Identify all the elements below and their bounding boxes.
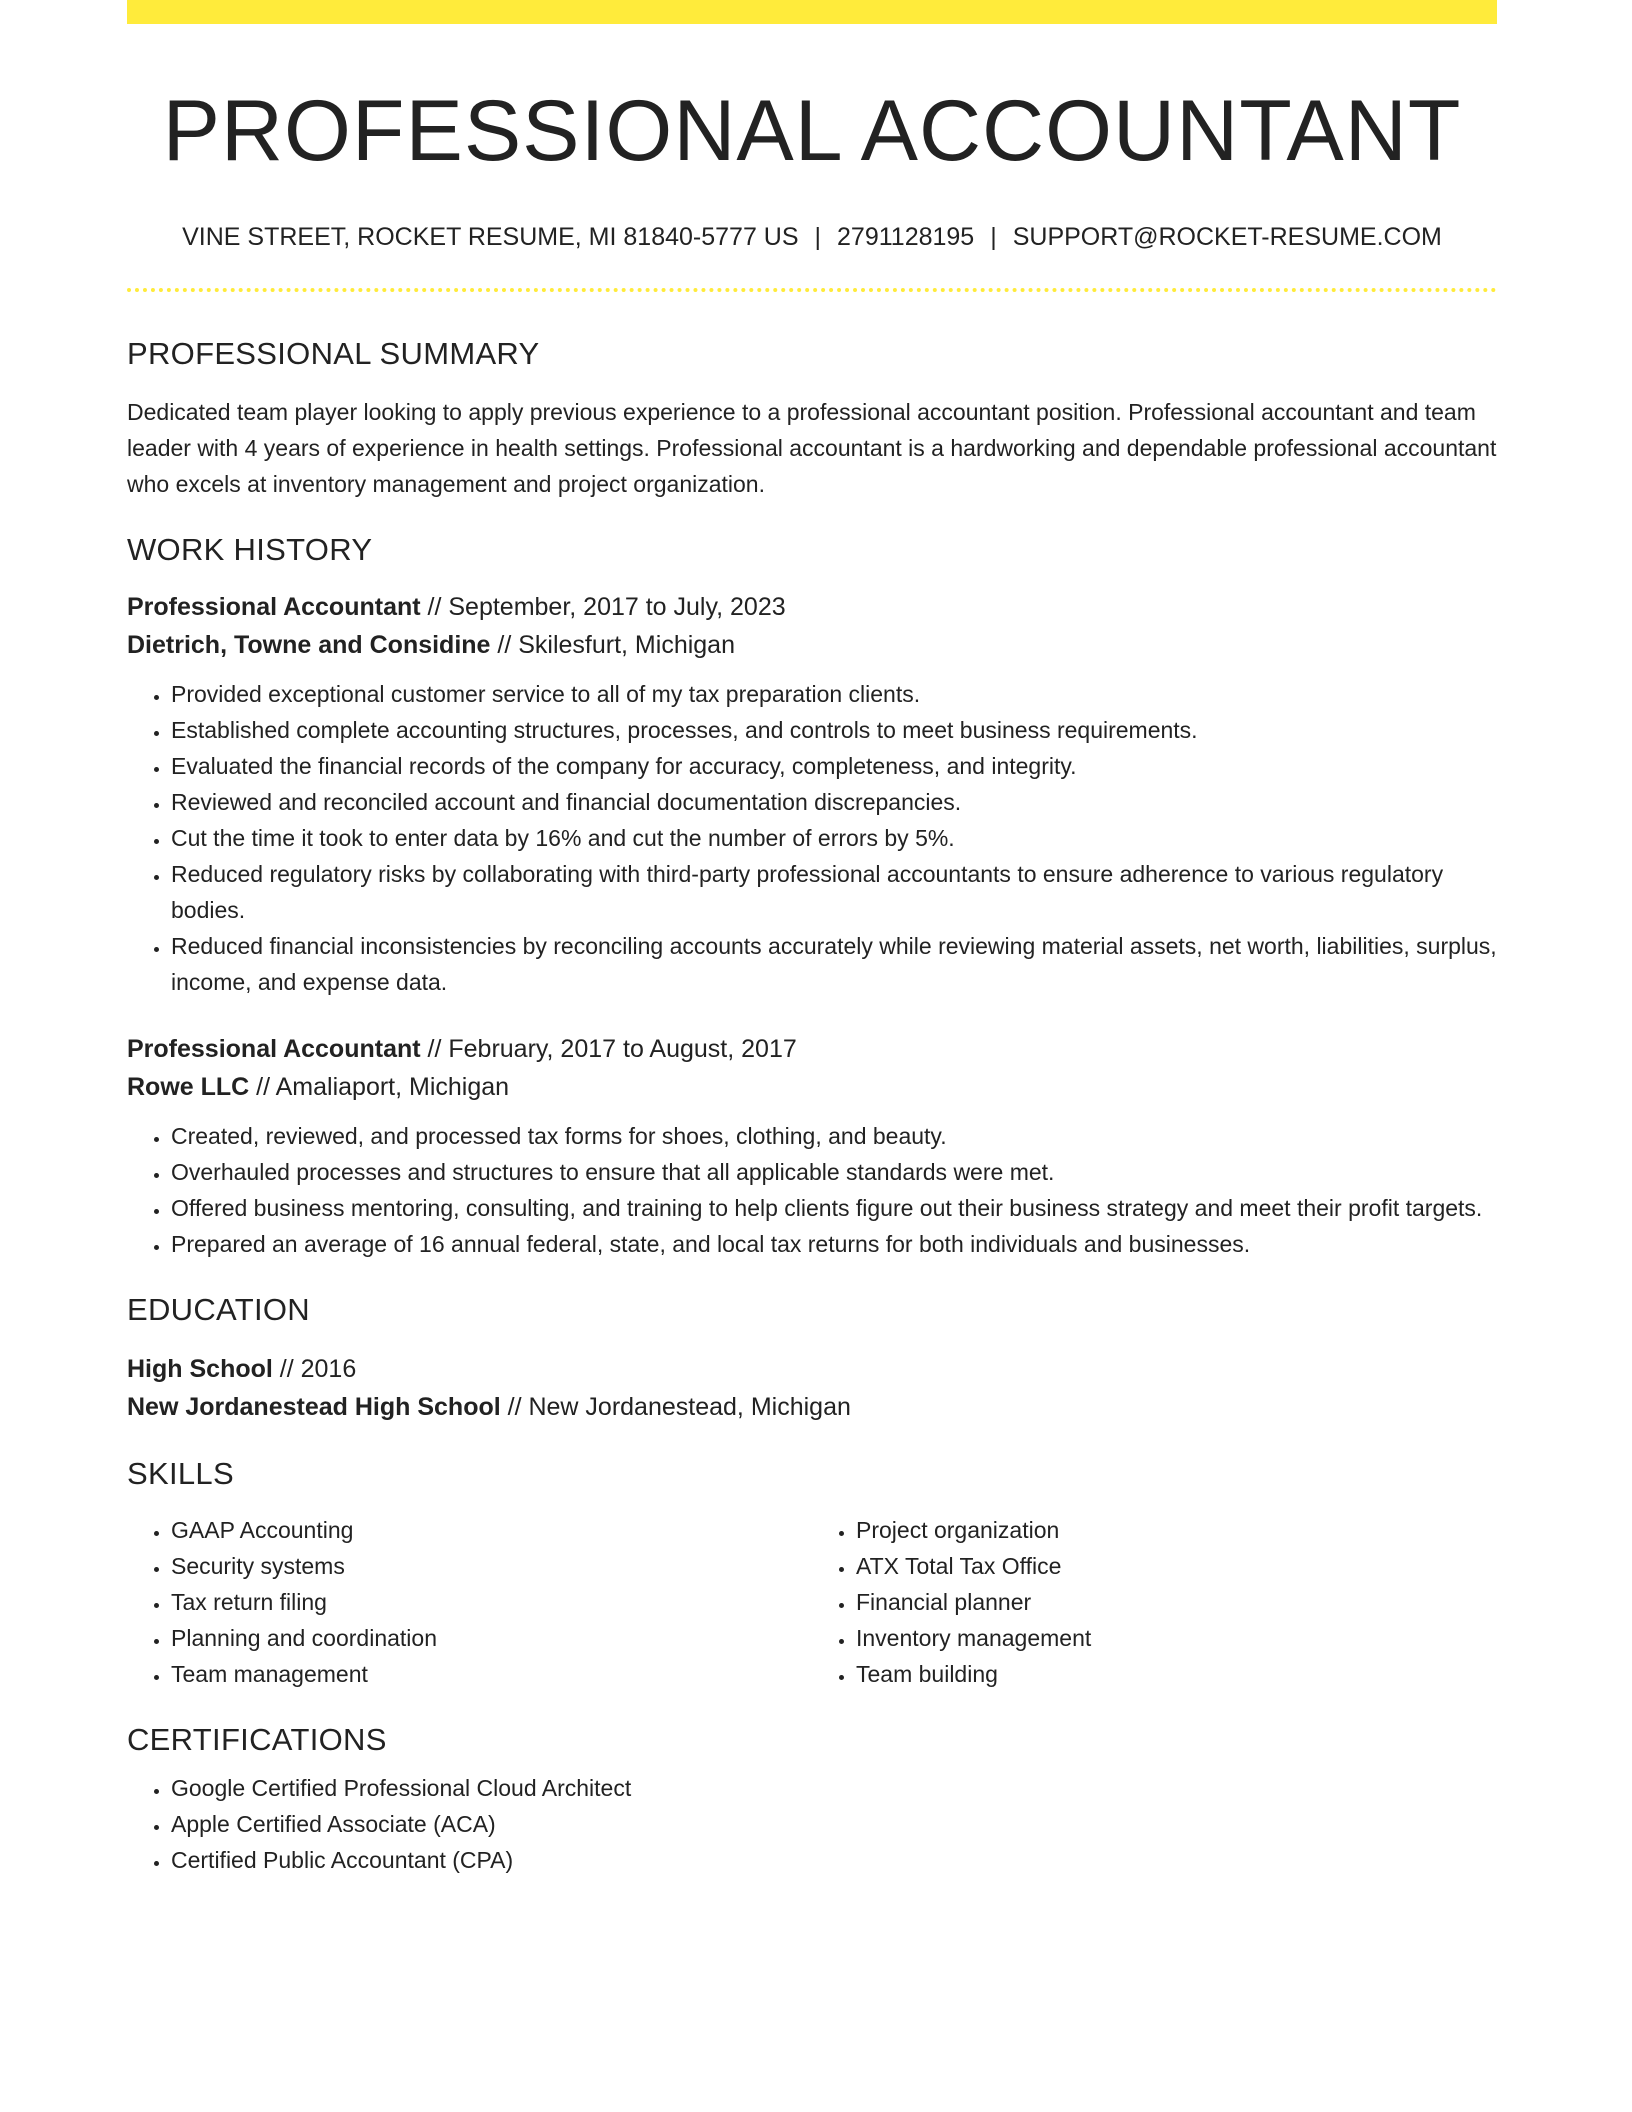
accent-top-bar	[127, 0, 1497, 24]
education-entry	[127, 1350, 1497, 1426]
skills-section-title: SKILLS	[127, 1455, 234, 1491]
job-company: Rowe LLC	[127, 1072, 250, 1101]
certifications-list	[127, 1770, 1497, 1878]
skill-item: • Financial planner	[856, 1584, 1497, 1620]
education-section-title: EDUCATION	[127, 1291, 310, 1327]
skills-right-list	[812, 1512, 1497, 1692]
contact-email: SUPPORT@ROCKET-RESUME.COM	[1012, 222, 1442, 251]
contact-separator: |	[990, 222, 997, 251]
job-entry	[127, 588, 1497, 1000]
job-bullet: • Established complete accounting structures, processes, and controls to meet business requirements.	[171, 712, 1497, 748]
skill-item: • Team building	[856, 1656, 1497, 1692]
skill-item: • Security systems	[171, 1548, 812, 1584]
resume-page	[127, 0, 1497, 1878]
job-bullet: • Reduced regulatory risks by collaborating with third-party professional accountants to ensure adherence to various regulatory bodies.	[171, 856, 1497, 928]
job-title-line	[127, 588, 1497, 626]
job-bullet: • Offered business mentoring, consulting, and training to help clients figure out their business strategy and meet their profit targets.	[171, 1190, 1497, 1226]
education-location: // New Jordanestead, Michigan	[500, 1392, 851, 1421]
certification-item: • Certified Public Accountant (CPA)	[171, 1842, 1497, 1878]
job-dates: // September, 2017 to July, 2023	[420, 592, 786, 621]
education-year: // 2016	[272, 1354, 357, 1383]
job-company-line	[127, 1068, 1497, 1106]
education-school: New Jordanestead High School	[127, 1392, 501, 1421]
job-bullet: • Cut the time it took to enter data by 16% and cut the number of errors by 5%.	[171, 820, 1497, 856]
job-title-line	[127, 1030, 1497, 1068]
job-bullet: • Reviewed and reconciled account and financial documentation discrepancies.	[171, 784, 1497, 820]
summary-text: Dedicated team player looking to apply previous experience to a professional accountant position. Professional accountant and team leader with 4 years of experience in health settings. Professional accountant is a hardworking and dependable professional accountant who excels at inventory management and project organization.	[127, 398, 1497, 497]
resume-name-heading: PROFESSIONAL ACCOUNTANT	[162, 83, 1462, 179]
job-role: Professional Accountant	[127, 592, 421, 621]
education-school-line	[127, 1388, 1497, 1426]
job-entry	[127, 1030, 1497, 1262]
job-company-line	[127, 626, 1497, 664]
job-bullet: • Reduced financial inconsistencies by reconciling accounts accurately while reviewing material assets, net worth, liabilities, surplus, income, and expense data.	[171, 928, 1497, 1000]
skill-item: • Planning and coordination	[171, 1620, 812, 1656]
skill-item: • GAAP Accounting	[171, 1512, 812, 1548]
job-bullet: • Evaluated the financial records of the company for accuracy, completeness, and integrity.	[171, 748, 1497, 784]
contact-separator: |	[814, 222, 822, 251]
skill-item: • Project organization	[856, 1512, 1497, 1548]
certification-item: • Google Certified Professional Cloud Architect	[171, 1770, 1497, 1806]
summary-section-title: PROFESSIONAL SUMMARY	[127, 335, 540, 371]
job-role: Professional Accountant	[127, 1034, 421, 1063]
skills-left-list	[127, 1512, 812, 1692]
education-degree-line	[127, 1350, 1497, 1388]
certification-item: • Apple Certified Associate (ACA)	[171, 1806, 1497, 1842]
job-bullet: • Prepared an average of 16 annual federal, state, and local tax returns for both individuals and businesses.	[171, 1226, 1497, 1262]
contact-address: VINE STREET, ROCKET RESUME, MI 81840-5777 US	[182, 222, 799, 251]
contact-phone: 2791128195	[837, 222, 975, 251]
job-dates: // February, 2017 to August, 2017	[420, 1034, 797, 1063]
job-bullet: • Overhauled processes and structures to ensure that all applicable standards were met.	[171, 1154, 1497, 1190]
job-location: // Skilesfurt, Michigan	[490, 630, 735, 659]
work-history-section-title: WORK HISTORY	[127, 531, 373, 567]
skills-columns	[127, 1512, 1497, 1692]
skill-item: • Team management	[171, 1656, 812, 1692]
job-bullet: • Provided exceptional customer service to all of my tax preparation clients.	[171, 676, 1497, 712]
job-company: Dietrich, Towne and Considine	[127, 630, 491, 659]
job-location: // Amaliaport, Michigan	[249, 1072, 510, 1101]
skill-item: • Tax return filing	[171, 1584, 812, 1620]
certifications-section-title: CERTIFICATIONS	[127, 1721, 387, 1757]
contact-line	[127, 223, 1497, 252]
job-bullet-list	[127, 1118, 1497, 1262]
education-degree: High School	[127, 1354, 273, 1383]
dotted-divider	[127, 288, 1497, 292]
skill-item: • Inventory management	[856, 1620, 1497, 1656]
skill-item: • ATX Total Tax Office	[856, 1548, 1497, 1584]
job-bullet-list	[127, 676, 1497, 1000]
job-bullet: • Created, reviewed, and processed tax forms for shoes, clothing, and beauty.	[171, 1118, 1497, 1154]
